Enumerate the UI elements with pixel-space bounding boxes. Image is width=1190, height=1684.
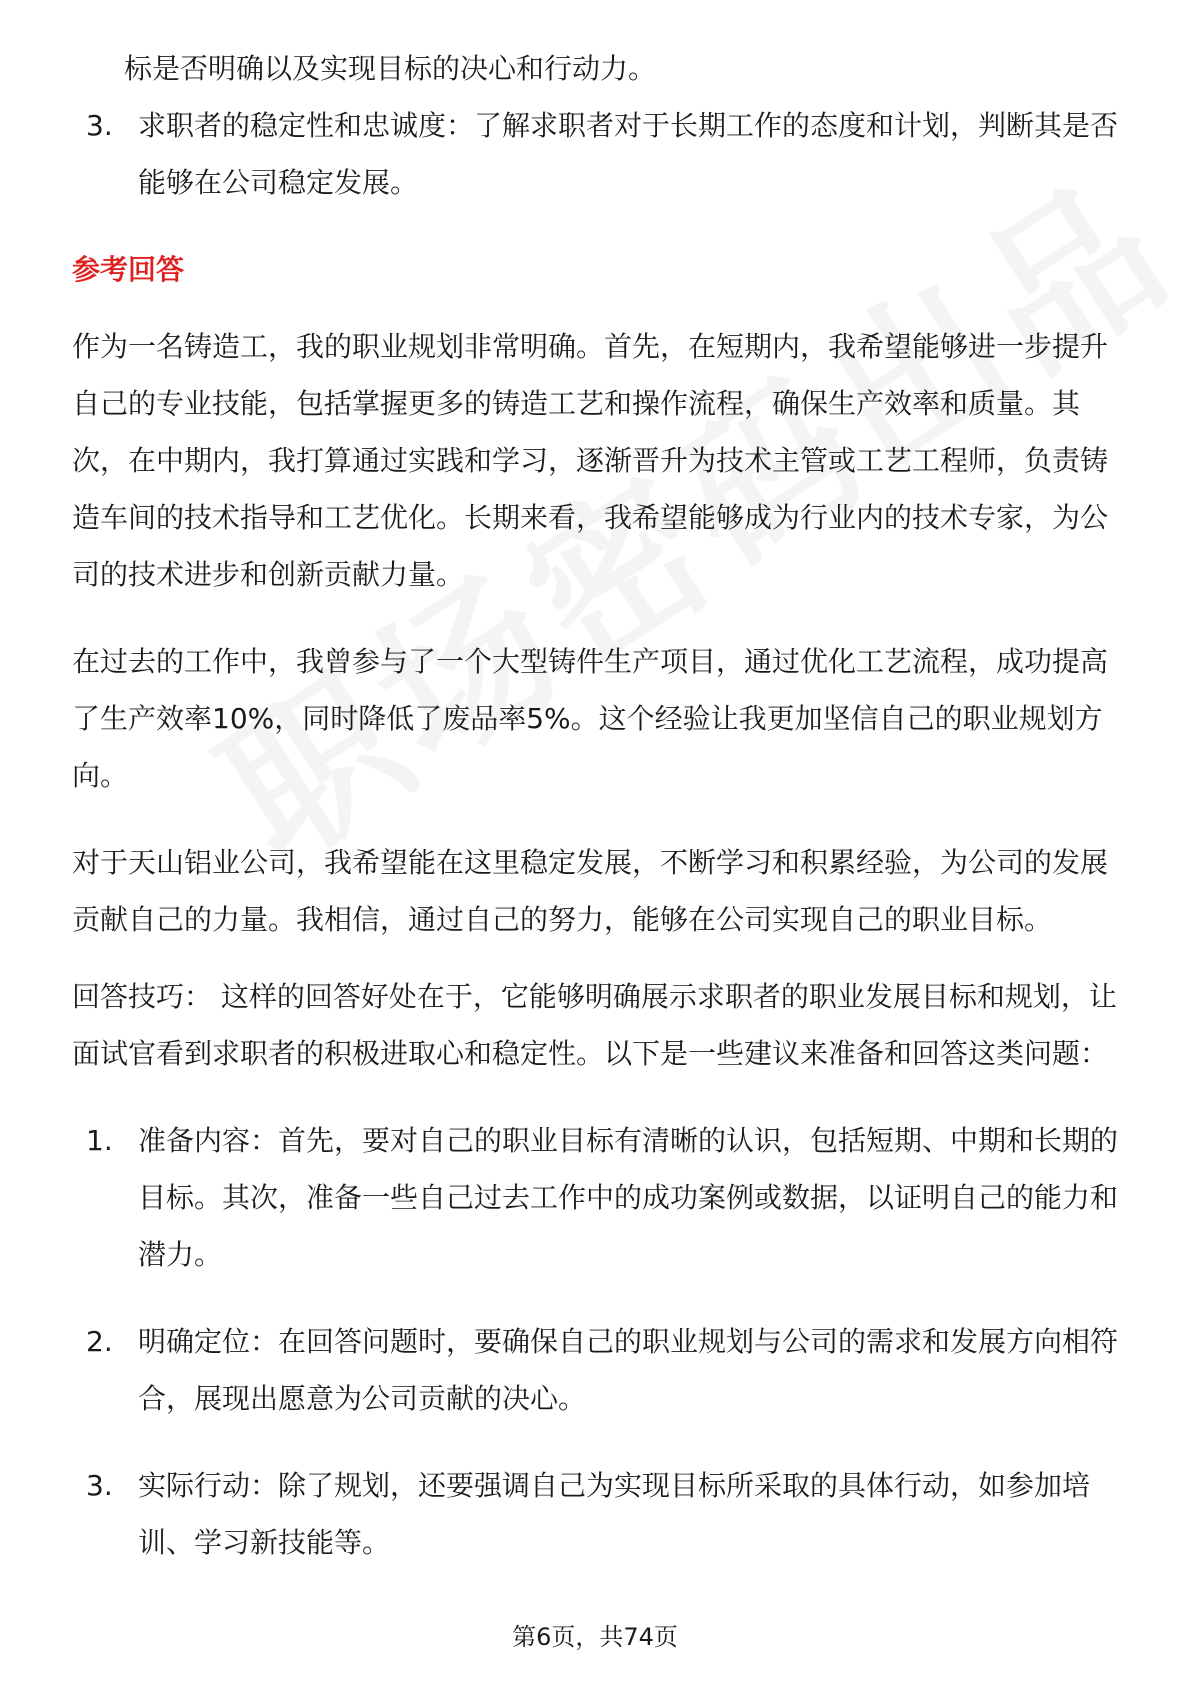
list-text: 准备内容：首先，要对自己的职业目标有清晰的认识，包括短期、中期和长期的目标。其次，准备一些自己过去工作中的成功案例或数据，以证明自己的能力和潜力。 bbox=[138, 1124, 1119, 1271]
page-content bbox=[72, 40, 1122, 1571]
list-item-continuation: 标是否明确以及实现目标的决心和行动力。 bbox=[124, 52, 657, 85]
page-footer: 第6页，共74页 bbox=[512, 1623, 678, 1651]
list-item bbox=[72, 1313, 1122, 1427]
paragraph: 回答技巧： 这样的回答好处在于，它能够明确展示求职者的职业发展目标和规划，让面试官看到求职者的积极进取心和稳定性。以下是一些建议来准备和回答这类问题： bbox=[72, 980, 1117, 1070]
paragraph: 对于天山铝业公司，我希望能在这里稳定发展，不断学习和积累经验，为公司的发展贡献自己的力量。我相信，通过自己的努力，能够在公司实现自己的职业目标。 bbox=[72, 846, 1109, 936]
list-item bbox=[72, 1457, 1122, 1571]
list-number: 1. bbox=[86, 1124, 113, 1157]
list-text: 实际行动：除了规划，还要强调自己为实现目标所采取的具体行动，如参加培训、学习新技能等。 bbox=[138, 1469, 1091, 1559]
list-text: 求职者的稳定性和忠诚度：了解求职者对于长期工作的态度和计划，判断其是否能够在公司稳定发展。 bbox=[138, 109, 1119, 199]
list-item bbox=[72, 97, 1122, 211]
list-text: 明确定位：在回答问题时，要确保自己的职业规划与公司的需求和发展方向相符合，展现出愿意为公司贡献的决心。 bbox=[138, 1325, 1119, 1415]
list-number: 3. bbox=[86, 109, 113, 142]
paragraph: 作为一名铸造工，我的职业规划非常明确。首先，在短期内，我希望能够进一步提升自己的专业技能，包括掌握更多的铸造工艺和操作流程，确保生产效率和质量。其次，在中期内，我打算通过实践和学习，逐渐晋升为技术主管或工艺工程师，负责铸造车间的技术指导和工艺优化。长期来看，我希望能够成为行业内的技术专家，为公司的技术进步和创新贡献力量。 bbox=[72, 330, 1109, 591]
paragraph: 在过去的工作中，我曾参与了一个大型铸件生产项目，通过优化工艺流程，成功提高了生产效率10%，同时降低了废品率5%。这个经验让我更加坚信自己的职业规划方向。 bbox=[72, 645, 1109, 792]
list-number: 3. bbox=[86, 1469, 113, 1502]
list-item bbox=[72, 1112, 1122, 1283]
list-number: 2. bbox=[86, 1325, 113, 1358]
section-title: 参考回答 bbox=[72, 253, 185, 286]
